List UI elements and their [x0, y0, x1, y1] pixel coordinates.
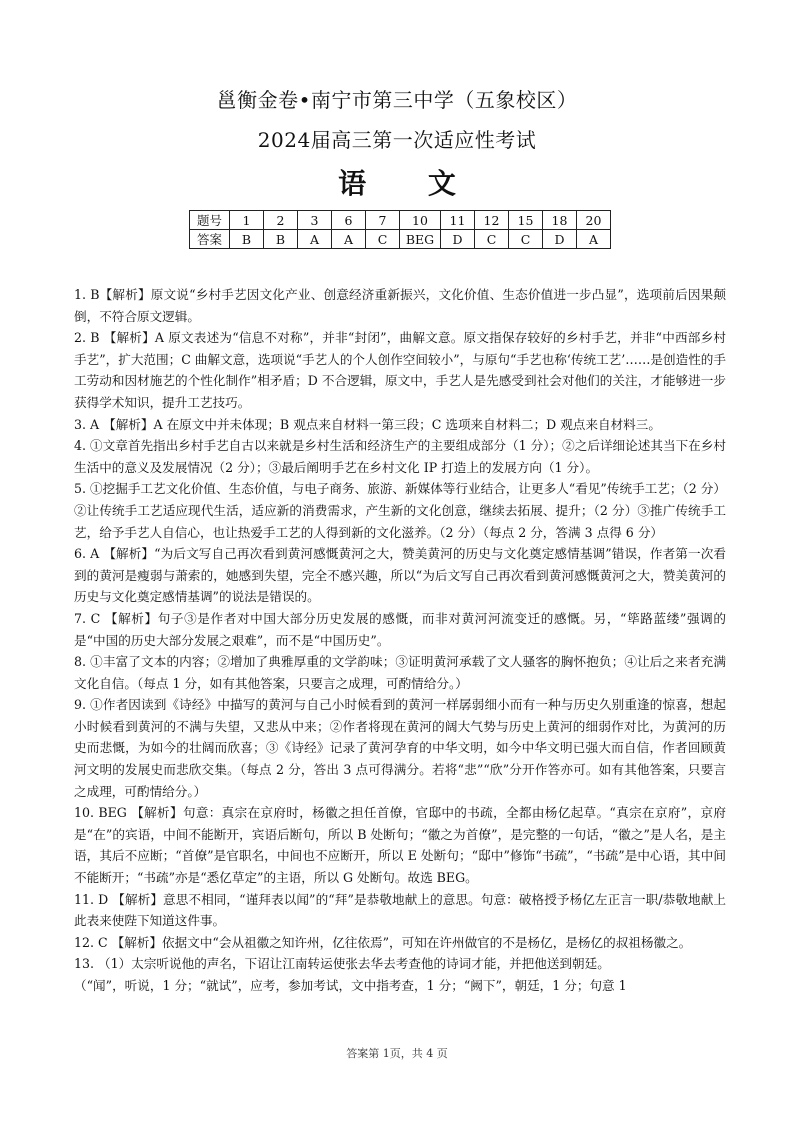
explanation-paragraph: 6. A 【解析】“为后文写自己再次看到黄河感慨黄河之大，赞美黄河的历史与文化奠定感情基调”错误，作者第一次看到的黄河是瘦弱与萧索的，她感到失望，完全不感兴趣，所以“为后文写自己再次看到黄河感慨黄河之大，赞美黄河的历史与文化奠定感情基调”的说法是错误的。	[74, 546, 726, 605]
explanation-paragraph: 10. BEG 【解析】句意：真宗在京府时，杨徽之担任首僚，官邸中的书疏，全都由杨亿起草。“真宗在京府”，京府是“在”的宾语，中间不能断开，宾语后断句，所以 B 处断句；“徽之为首僚”，是完整的一句话，“徽之”是人名，是主语，其后不应断；“首僚”是官职名，中间也不应断开，所以 E 处断句；“邸中”修饰“书疏”，“书疏”是中心语，其中间不能断开；“书疏”亦是“悉亿草定”的主语，所以 G 处断句。故选 BEG。	[74, 805, 726, 886]
table-cell: A	[298, 230, 332, 249]
answer-row	[190, 230, 611, 249]
table-cell: 20	[577, 211, 611, 230]
page-number-footer: 答案第 1页，共 4 页	[346, 1047, 448, 1060]
table-cell: 1	[230, 211, 264, 230]
explanation-paragraph: 7. C 【解析】句子③是作者对中国大部分历史发展的感慨，而非对黄河河流变迁的感慨。另，“筚路蓝缕”强调的是“中国的历史大部分发展之艰难”，而不是“中国历史”。	[74, 610, 726, 648]
table-cell: 10	[400, 211, 441, 230]
exam-title-school: 邕衡金卷•南宁市第三中学（五象校区）	[216, 88, 578, 112]
row-label-question: 题号	[190, 211, 230, 230]
table-cell: 6	[332, 211, 366, 230]
table-cell: 12	[475, 211, 509, 230]
explanation-paragraph: 4. ①文章首先指出乡村手艺自古以来就是乡村生活和经济生产的主要组成部分（1 分）；②之后详细论述其当下在乡村生活中的意义及发展情况（2 分）；③最后阐明手艺在乡村文化 IP 打造上的发展方向（1 分）。	[74, 438, 726, 475]
explanation-paragraph: 1. B【解析】原文说“乡村手艺因文化产业、创意经济重新振兴，文化价值、生态价值进一步凸显”，选项前后因果颠倒，不符合原文逻辑。	[74, 287, 726, 324]
explanation-paragraph: 2. B 【解析】A 原文表述为“信息不对称”，并非“封闭”，曲解文意。原文指保存较好的乡村手艺，并非“中西部乡村手艺”，扩大范围；C 曲解文意，选项说“手艺人的个人创作空间较小”，与原句“手艺也称‘传统工艺’……是创造性的手工劳动和因材施艺的个性化制作”相矛盾；D 不合逻辑，原文中，手艺人是先感受到社会对他们的关注，才能够进一步获得学术知识，提升工艺技巧。	[74, 330, 726, 410]
table-cell: 15	[509, 211, 543, 230]
table-cell: C	[509, 230, 543, 249]
exam-title-name: 2024届高三第一次适应性考试	[257, 128, 537, 152]
table-cell: D	[543, 230, 577, 249]
question-number-row	[190, 211, 611, 230]
explanation-paragraph: 11. D 【解析】意思不相同，“谨拜表以闻”的“拜”是恭敬地献上的意思。句意：破格授予杨亿左正言一职/恭敬地献上此表来使陛下知道这件事。	[74, 891, 726, 929]
table-cell: C	[475, 230, 509, 249]
explanation-paragraph: 13. （1）太宗听说他的声名，下诏让江南转运使张去华去考查他的诗词才能，并把他送到朝廷。	[74, 956, 610, 972]
explanation-paragraph: （“闻”，听说，1 分；“就试”，应考，参加考试，文中指考查，1 分；“阙下”，朝廷，1 分；句意 1	[74, 978, 627, 993]
explanation-paragraph: 3. A 【解析】A 在原文中并未体现；B 观点来自材料一第三段；C 选项来自材料二；D 观点来自材料三。	[74, 416, 661, 432]
table-cell: 7	[366, 211, 400, 230]
table-cell: 2	[264, 211, 298, 230]
table-cell: C	[366, 230, 400, 249]
table-cell: A	[332, 230, 366, 249]
row-label-answer: 答案	[190, 230, 230, 249]
table-cell: A	[577, 230, 611, 249]
answer-explanations	[74, 284, 726, 997]
table-cell: B	[230, 230, 264, 249]
table-cell: 18	[543, 211, 577, 230]
explanation-paragraph: 8. ①丰富了文本的内容；②增加了典雅厚重的文学韵味；③证明黄河承载了文人骚客的胸怀抱负；④让后之来者充满文化自信。（每点 1 分，如有其他答案，只要言之成理，可酌情给分。）	[74, 654, 726, 691]
table-cell: 11	[441, 211, 475, 230]
table-cell: BEG	[400, 230, 441, 249]
explanation-paragraph: 12. C 【解析】依据文中“会从祖徽之知许州，亿往依焉”，可知在许州做官的不是杨亿，是杨亿的叔祖杨徽之。	[74, 934, 692, 950]
table-cell: 3	[298, 211, 332, 230]
subject-title: 语 文	[338, 167, 482, 200]
table-cell: B	[264, 230, 298, 249]
explanation-paragraph: 9. ①作者因读到《诗经》中描写的黄河与自己小时候看到的黄河一样孱弱细小而有一种与历史久别重逢的惊喜，想起小时候看到黄河的不满与失望，又悲从中来；②作者将现在黄河的阔大气势与历史上黄河的细弱作对比，为黄河的历史而悲慨，为如今的壮阔而欣喜；③《诗经》记录了黄河孕育的中华文明，如今中华文明已强大而自信，作者回顾黄河文明的发展史而悲欣交集。（每点 2 分，答出 3 点可得满分。若将“悲”“欣”分开作答亦可。如有其他答案，只要言之成理，可酌情给分。）	[74, 697, 726, 799]
table-cell: D	[441, 230, 475, 249]
answer-key-table	[189, 210, 611, 249]
explanation-paragraph: 5. ①挖掘手工艺文化价值、生态价值，与电子商务、旅游、新媒体等行业结合，让更多人“看见”传统手工艺；（2 分）②让传统手工艺适应现代生活，适应新的消费需求，产生新的文化创意，继续去拓展、提升；（2 分）③推广传统手工艺，给予手艺人自信心，也让热爱手工艺的人得到新的文化滋养。（2 分）（每点 2 分，答满 3 点得 6 分）	[74, 481, 726, 540]
